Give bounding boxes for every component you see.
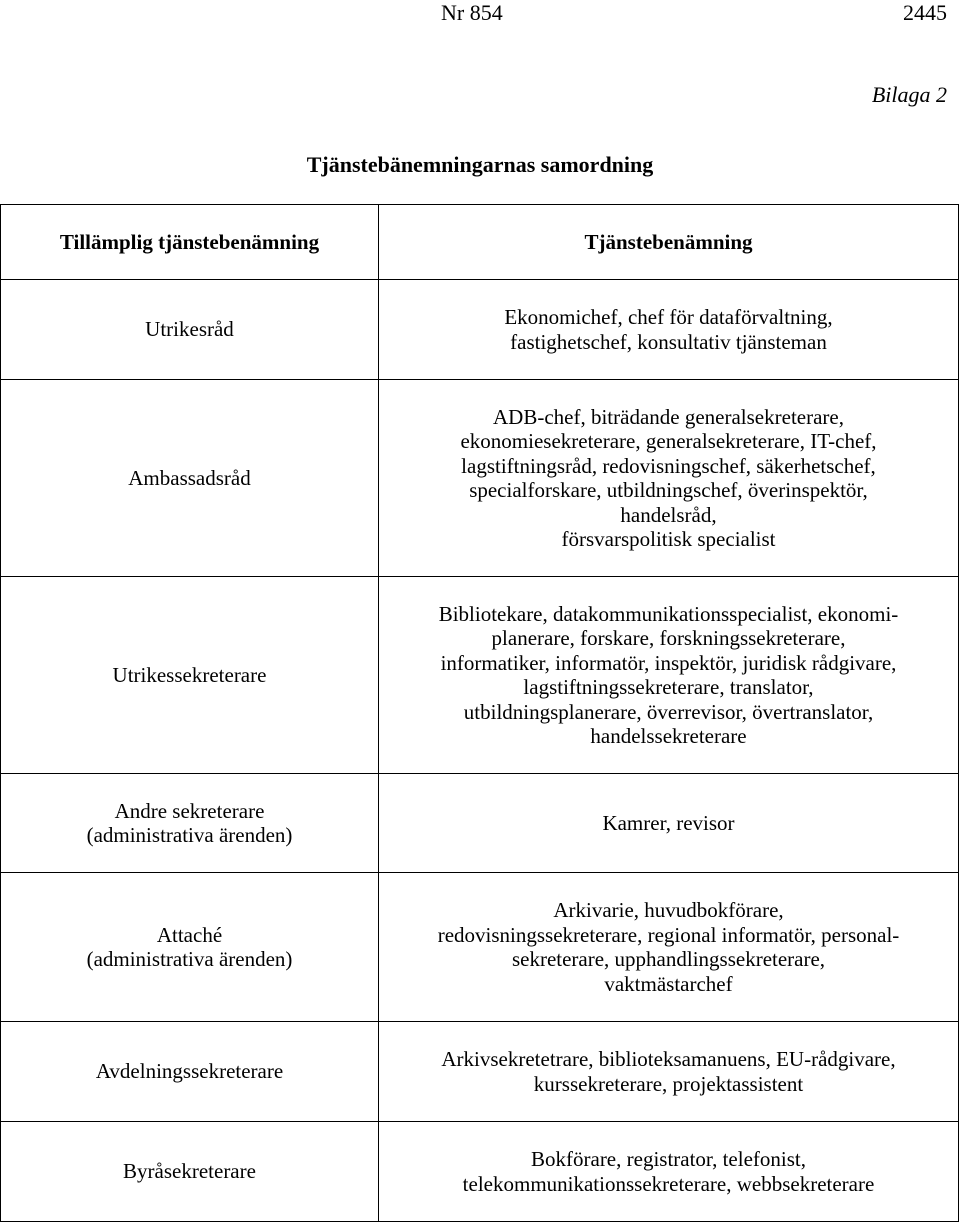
table-row [1,1022,959,1122]
job-titles-line: handelssekreterare [590,724,747,748]
job-titles-line: Kamrer, revisor [602,810,735,835]
job-titles-line: handelsråd, [620,502,717,527]
applicable-title-cell [1,380,379,577]
appendix-label: Bilaga 2 [871,82,947,107]
applicable-title-cell [1,774,379,873]
job-titles-line: specialforskare, utbildningschef, överinspektör, [469,478,868,502]
table-row [1,280,959,380]
table-body [1,280,959,1222]
column-header-applicable: Tillämplig tjänstebenämning [1,205,379,280]
document-title: Tjänstebänemningarnas samordning [306,152,654,177]
job-titles-cell [379,280,959,380]
applicable-title-cell [1,577,379,774]
job-titles-line: ADB-chef, biträdande generalsekreterare, [493,404,844,429]
applicable-title-line: Utrikesråd [145,317,234,342]
applicable-title-line: Andre sekreterare [114,798,265,823]
job-titles-line: lagstiftningssekreterare, translator, [523,675,814,699]
applicable-title-cell [1,280,379,380]
job-titles-line: redovisningssekreterare, regional informatör, personal- [437,922,900,947]
table-header-row [1,205,959,280]
table-row [1,380,959,577]
job-titles-line: Arkivsekretetrare, biblioteksamanuens, EU-rådgivare, [441,1047,896,1071]
applicable-title-line: Byråsekreterare [123,1159,256,1184]
table-row [1,873,959,1022]
job-titles-line: ekonomiesekreterare, generalsekreterare, IT-chef, [460,429,877,453]
table-row [1,1122,959,1222]
job-titles-line: fastighetschef, konsultativ tjänsteman [510,329,827,354]
page-number: 2445 [903,0,947,25]
page-header-number: Nr 854 [441,0,503,25]
applicable-title-line: (administrativa ärenden) [86,823,293,847]
column-header-title: Tjänstebenämning [379,205,959,280]
job-titles-line: sekreterare, upphandlingssekreterare, [511,947,826,971]
table-row [1,577,959,774]
job-titles-line: kurssekreterare, projektassistent [533,1071,804,1096]
applicable-title-line: (administrativa ärenden) [86,947,293,971]
job-titles-line: utbildningsplanerare, överrevisor, övertranslator, [463,699,874,724]
job-titles-cell [379,1022,959,1122]
applicable-title-cell [1,1022,379,1122]
job-titles-line: Arkivarie, huvudbokförare, [553,898,784,922]
job-titles-cell [379,774,959,873]
applicable-title-cell [1,1122,379,1222]
job-titles-line: lagstiftningsråd, redovisningschef, säkerhetschef, [461,453,876,478]
job-titles-cell [379,577,959,774]
job-titles-line: Bibliotekare, datakommunikationsspecialist, ekonomi- [438,601,899,626]
job-titles-line: informatiker, informatör, inspektör, juridisk rådgivare, [440,650,897,675]
job-titles-line: Bokförare, registrator, telefonist, [531,1147,806,1171]
applicable-title-cell [1,873,379,1022]
applicable-title-line: Avdelningssekreterare [95,1059,284,1084]
job-titles-cell [379,873,959,1022]
job-titles-line: vaktmästarchef [604,971,733,996]
job-titles-line: försvarspolitisk specialist [561,527,776,551]
title-coordination-table [0,204,959,1222]
job-titles-cell [379,1122,959,1222]
applicable-title-line: Attaché [156,922,223,947]
applicable-title-line: Utrikessekreterare [112,662,267,687]
job-titles-cell [379,380,959,577]
job-titles-line: telekommunikationssekreterare, webbsekreterare [462,1171,875,1196]
table-row [1,774,959,873]
job-titles-line: planerare, forskare, forskningssekreterare, [491,626,846,650]
applicable-title-line: Ambassadsråd [128,465,251,490]
job-titles-line: Ekonomichef, chef för dataförvaltning, [504,305,833,329]
